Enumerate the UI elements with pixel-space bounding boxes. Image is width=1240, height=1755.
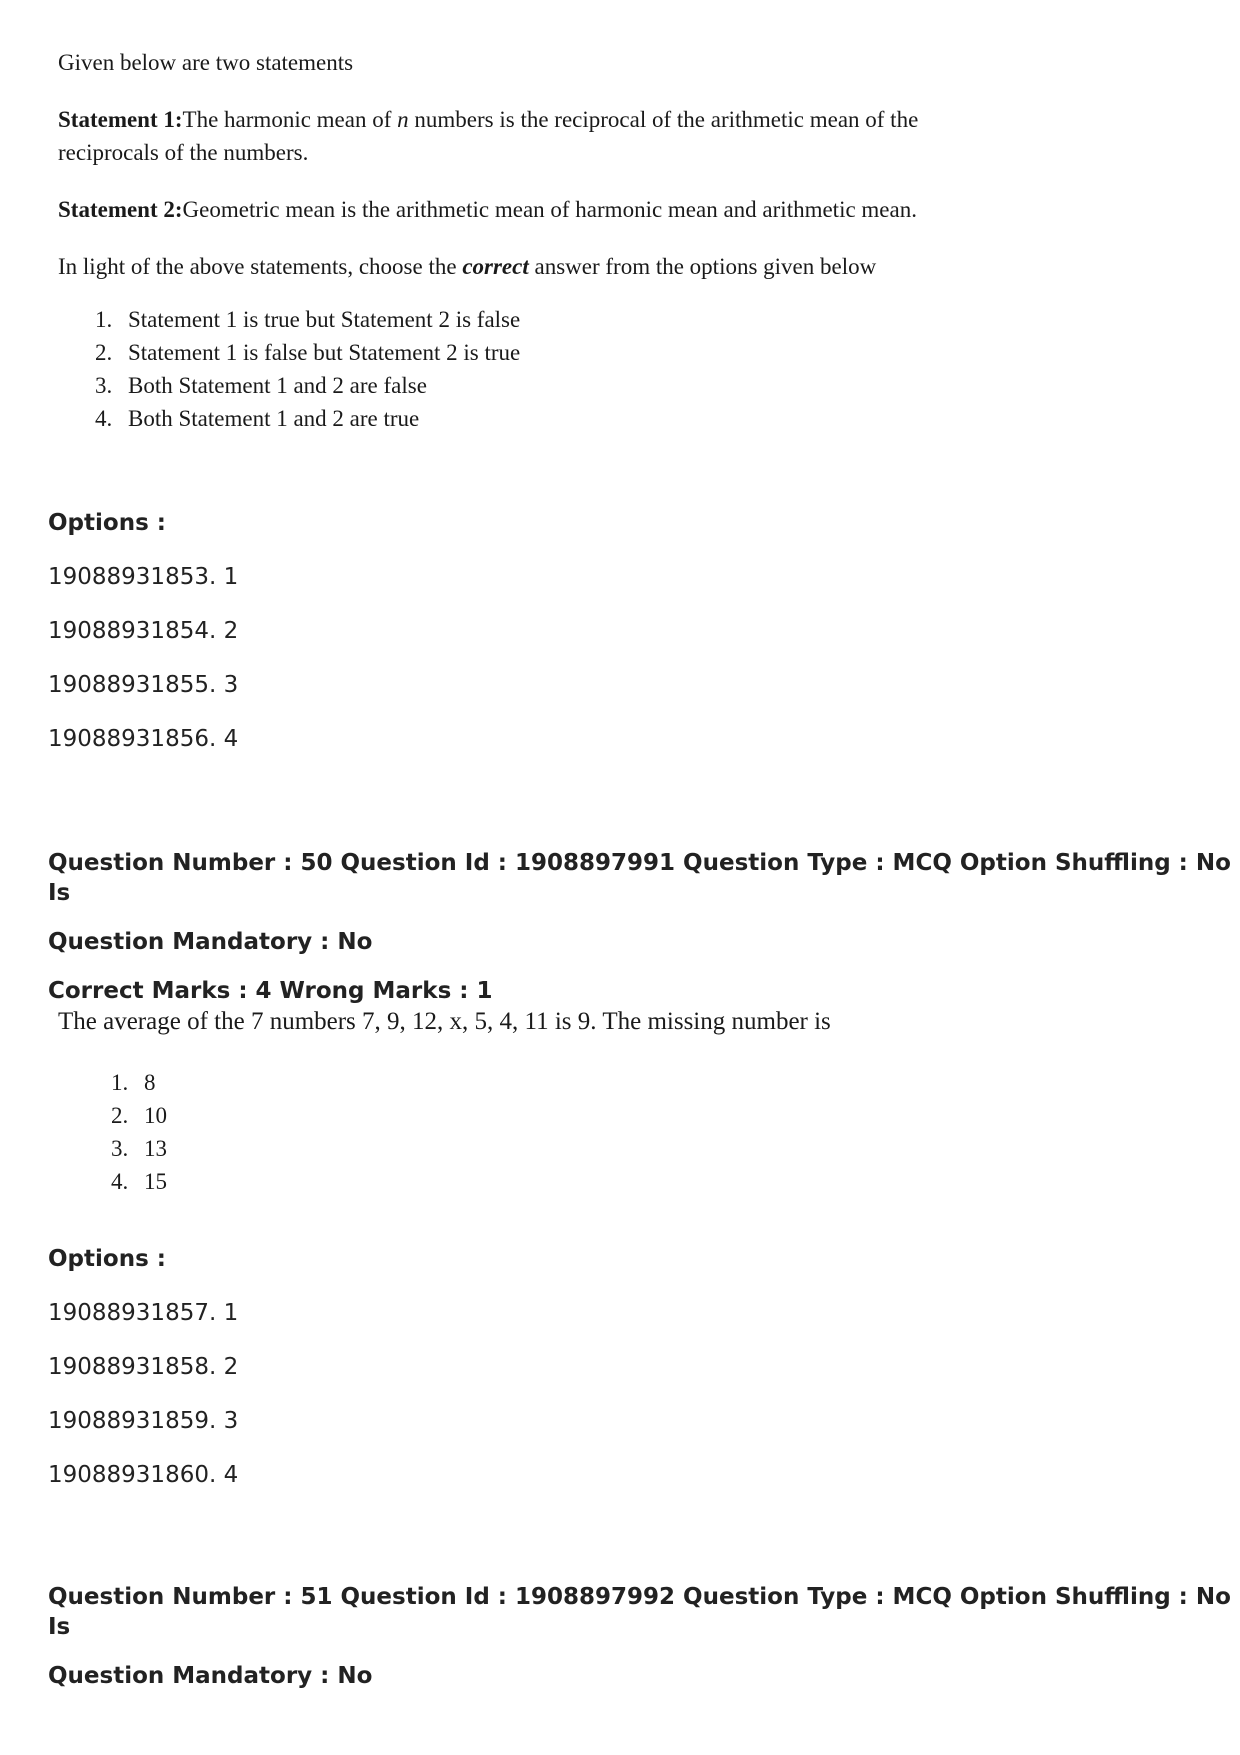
q50-header-line-1: Question Number : 50 Question Id : 1908897991 Question Type : MCQ Option Shuffling : No Is bbox=[48, 850, 1231, 906]
option-item: 19088931854. 2 bbox=[48, 618, 239, 644]
statement-1-text-a: The harmonic mean of bbox=[182, 107, 398, 132]
q50-options-block bbox=[48, 1244, 238, 1490]
q49-instruction bbox=[58, 250, 958, 283]
statement-1-label: Statement 1: bbox=[58, 107, 183, 132]
instruction-a: In light of the above statements, choose the bbox=[58, 254, 463, 279]
option-item: 19088931860. 4 bbox=[48, 1462, 239, 1488]
options-label: Options : bbox=[48, 510, 166, 536]
option-item: 19088931856. 4 bbox=[48, 726, 239, 752]
q50-header-line-2: Question Mandatory : No bbox=[48, 929, 373, 955]
statement-2-text: Geometric mean is the arithmetic mean of harmonic mean and arithmetic mean. bbox=[182, 197, 917, 222]
list-item: 3. Both Statement 1 and 2 are false bbox=[118, 369, 958, 402]
option-item: 19088931858. 2 bbox=[48, 1354, 239, 1380]
q51-header bbox=[48, 1582, 1240, 1691]
statement-1-text-b: numbers is the reciprocal of the arithmetic mean of the bbox=[408, 107, 919, 132]
q49-statement-1 bbox=[58, 103, 958, 136]
q49-choice-list bbox=[58, 303, 958, 435]
list-item: 4. Both Statement 1 and 2 are true bbox=[118, 402, 958, 435]
option-item: 19088931857. 1 bbox=[48, 1300, 239, 1326]
question-50-image bbox=[58, 1005, 958, 1198]
option-item: 19088931855. 3 bbox=[48, 672, 239, 698]
instruction-em: correct bbox=[462, 254, 529, 279]
q49-intro: Given below are two statements bbox=[58, 50, 354, 75]
q50-header bbox=[48, 848, 1240, 1006]
list-item: 1. Statement 1 is true but Statement 2 is false bbox=[118, 303, 958, 336]
option-item: 19088931859. 3 bbox=[48, 1408, 239, 1434]
q51-header-line-2: Question Mandatory : No bbox=[48, 1663, 373, 1689]
q49-statement-1-cont: reciprocals of the numbers. bbox=[58, 140, 309, 165]
q49-options-block bbox=[48, 508, 238, 754]
q51-header-line-1: Question Number : 51 Question Id : 1908897992 Question Type : MCQ Option Shuffling : No Is bbox=[48, 1584, 1231, 1640]
options-label: Options : bbox=[48, 1246, 166, 1272]
q50-choice-list bbox=[58, 1066, 958, 1198]
question-49-image bbox=[58, 46, 958, 435]
list-item: 2. Statement 1 is false but Statement 2 is true bbox=[118, 336, 958, 369]
q50-marks: Correct Marks : 4 Wrong Marks : 1 bbox=[48, 978, 493, 1004]
q50-question: The average of the 7 numbers 7, 9, 12, x, 5, 4, 11 is 9. The missing number is bbox=[58, 1008, 831, 1035]
list-item: 3. 13 bbox=[134, 1132, 958, 1165]
list-item: 4. 15 bbox=[134, 1165, 958, 1198]
q49-statement-2 bbox=[58, 193, 958, 226]
list-item: 1. 8 bbox=[134, 1066, 958, 1099]
statement-2-label: Statement 2: bbox=[58, 197, 183, 222]
list-item: 2. 10 bbox=[134, 1099, 958, 1132]
option-item: 19088931853. 1 bbox=[48, 564, 239, 590]
instruction-b: answer from the options given below bbox=[528, 254, 877, 279]
statement-1-n: n bbox=[397, 107, 409, 132]
